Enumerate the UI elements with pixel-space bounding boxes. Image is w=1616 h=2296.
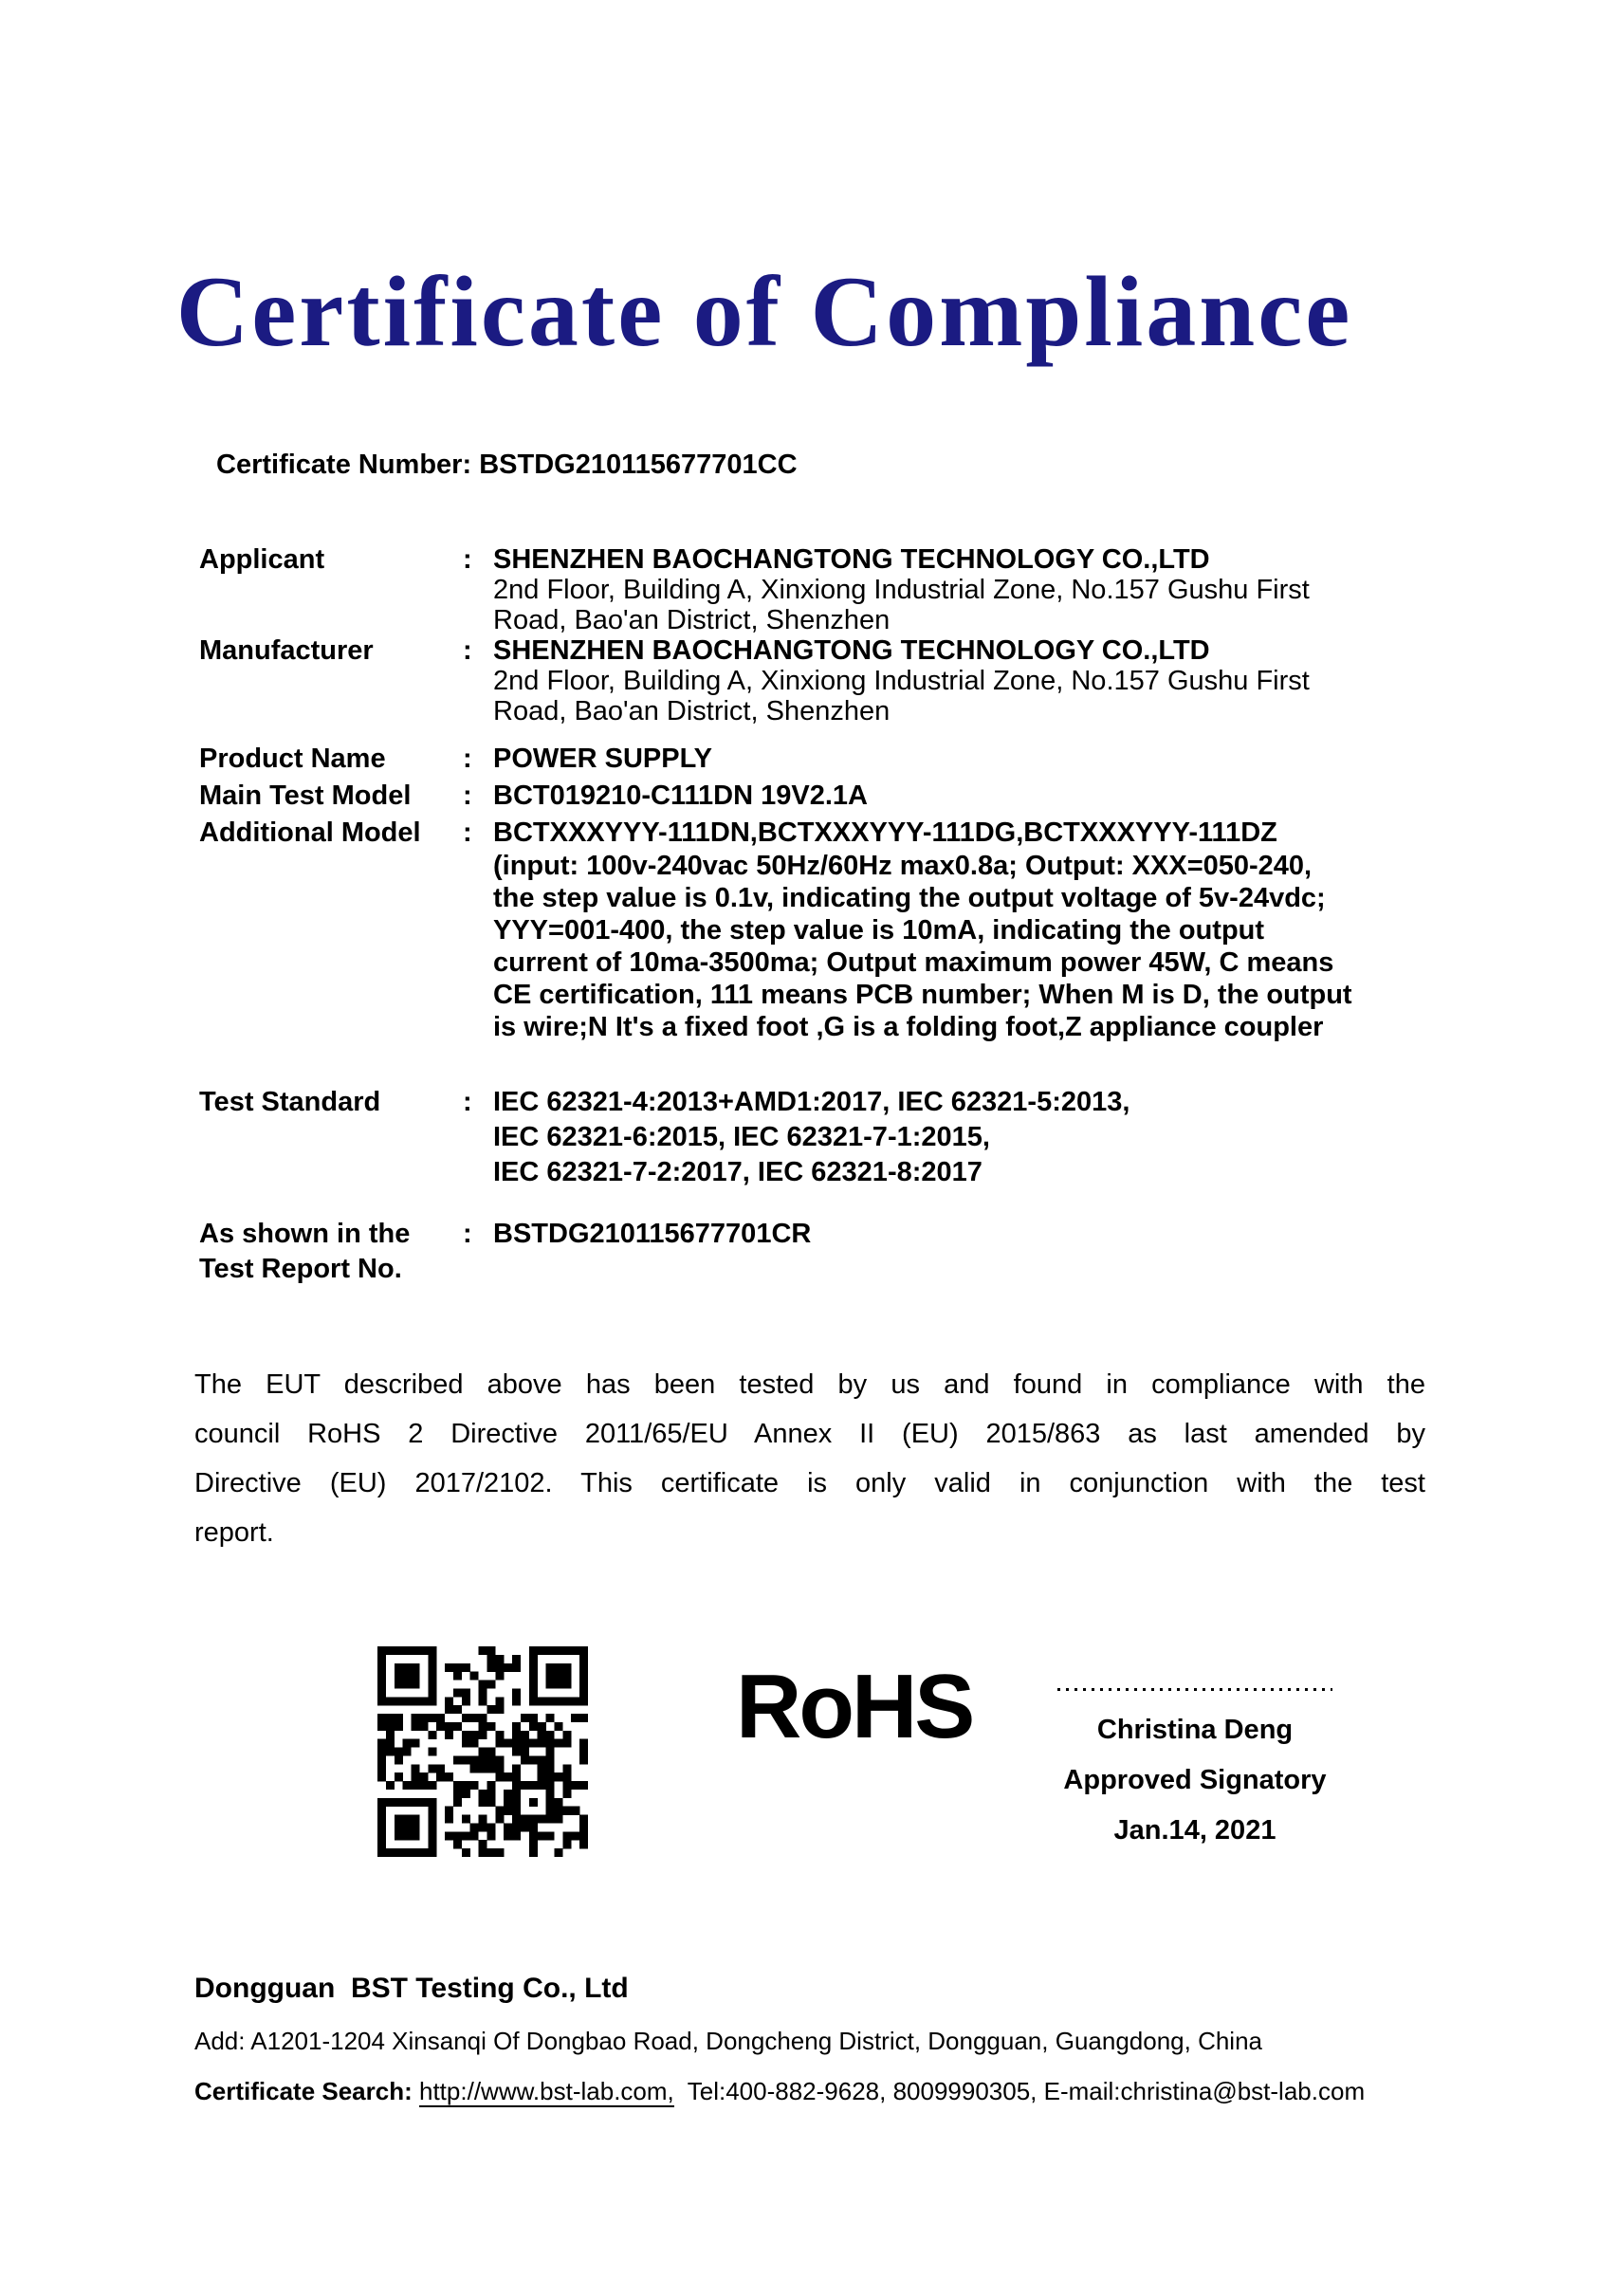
colon: : bbox=[463, 1219, 472, 1249]
field-row-product-name bbox=[199, 744, 1470, 774]
lab-contact-info: Tel:400-882-9628, 8009990305, E-mail:christina@bst-lab.com bbox=[673, 2077, 1366, 2105]
certificate-fields bbox=[199, 544, 1470, 1287]
manufacturer-label: Manufacturer bbox=[199, 635, 374, 666]
certificate-search-label: Certificate Search: bbox=[194, 2077, 413, 2105]
additional-model-desc-line: current of 10ma-3500ma; Output maximum power 45W, C means bbox=[493, 947, 1334, 978]
main-test-model-label: Main Test Model bbox=[199, 781, 412, 811]
applicant-address-line2: Road, Bao'an District, Shenzhen bbox=[493, 605, 891, 635]
test-standard-label: Test Standard bbox=[199, 1087, 381, 1117]
test-report-label-line2: Test Report No. bbox=[199, 1254, 402, 1284]
field-row-manufacturer bbox=[199, 635, 1470, 726]
colon: : bbox=[463, 635, 472, 666]
qr-code-image bbox=[377, 1646, 588, 1857]
statement-line: The EUT described above has been tested by us and found in compliance with the bbox=[194, 1369, 1425, 1400]
additional-model-desc-line: is wire;N It's a fixed foot ,G is a folding foot,Z appliance coupler bbox=[493, 1012, 1324, 1042]
page-title: Certificate of Compliance bbox=[175, 256, 1353, 367]
test-report-label-line1: As shown in the bbox=[199, 1219, 411, 1249]
statement-line: report. bbox=[194, 1517, 274, 1548]
compliance-statement bbox=[194, 1360, 1425, 1557]
certificate-search-url[interactable]: http://www.bst-lab.com, bbox=[419, 2077, 674, 2105]
colon: : bbox=[463, 781, 472, 811]
applicant-name: SHENZHEN BAOCHANGTONG TECHNOLOGY CO.,LTD bbox=[493, 544, 1210, 575]
signature-block bbox=[1019, 1688, 1370, 1846]
field-row-test-report bbox=[199, 1217, 1470, 1287]
colon: : bbox=[463, 1087, 472, 1117]
field-row-test-standard bbox=[199, 1085, 1470, 1190]
signatory-name: Christina Deng bbox=[1096, 1715, 1294, 1745]
product-name-label: Product Name bbox=[199, 744, 386, 774]
applicant-address-line1: 2nd Floor, Building A, Xinxiong Industrial Zone, No.157 Gushu First bbox=[493, 575, 1310, 605]
test-standard-line: IEC 62321-4:2013+AMD1:2017, IEC 62321-5:2013, bbox=[493, 1087, 1130, 1117]
statement-line: council RoHS 2 Directive 2011/65/EU Annex II (EU) 2015/863 as last amended by bbox=[194, 1419, 1425, 1449]
rohs-logo: RoHS bbox=[736, 1656, 973, 1757]
certificate-number-label: Certificate Number: bbox=[216, 450, 472, 480]
signature-dotted-line bbox=[1057, 1688, 1332, 1691]
additional-model-desc-line: (input: 100v-240vac 50Hz/60Hz max0.8a; Output: XXX=050-240, bbox=[493, 851, 1313, 881]
field-row-main-test-model bbox=[199, 781, 1470, 811]
signatory-role: Approved Signatory bbox=[1063, 1765, 1327, 1795]
manufacturer-name: SHENZHEN BAOCHANGTONG TECHNOLOGY CO.,LTD bbox=[493, 635, 1210, 666]
statement-line: Directive (EU) 2017/2102. This certificate is only valid in conjunction with the test bbox=[194, 1468, 1425, 1498]
qr-code bbox=[377, 1646, 588, 1857]
product-name-value: POWER SUPPLY bbox=[493, 744, 712, 774]
test-standard-line: IEC 62321-7-2:2017, IEC 62321-8:2017 bbox=[493, 1157, 982, 1187]
certificate-number bbox=[216, 450, 798, 480]
lab-address: Add: A1201-1204 Xinsanqi Of Dongbao Road, Dongcheng District, Dongguan, Guangdong, China bbox=[194, 2027, 1262, 2055]
field-row-additional-model bbox=[199, 817, 1470, 1043]
signature-date: Jan.14, 2021 bbox=[1113, 1815, 1276, 1846]
additional-model-label: Additional Model bbox=[199, 817, 421, 848]
lab-company-name: Dongguan BST Testing Co., Ltd bbox=[194, 1973, 629, 2004]
additional-model-desc-line: CE certification, 111 means PCB number; When M is D, the output bbox=[493, 980, 1352, 1010]
applicant-label: Applicant bbox=[199, 544, 325, 575]
manufacturer-address-line1: 2nd Floor, Building A, Xinxiong Industrial Zone, No.157 Gushu First bbox=[493, 666, 1310, 696]
certificate-number-value: BSTDG210115677701CC bbox=[479, 450, 798, 480]
additional-model-value: BCTXXXYYY-111DN,BCTXXXYYY-111DG,BCTXXXYYY-111DZ bbox=[493, 817, 1277, 848]
test-standard-line: IEC 62321-6:2015, IEC 62321-7-1:2015, bbox=[493, 1122, 990, 1152]
colon: : bbox=[463, 544, 472, 575]
colon: : bbox=[463, 817, 472, 848]
additional-model-desc-line: YYY=001-400, the step value is 10mA, indicating the output bbox=[493, 915, 1265, 946]
additional-model-desc-line: the step value is 0.1v, indicating the output voltage of 5v-24vdc; bbox=[493, 883, 1326, 913]
test-report-value: BSTDG210115677701CR bbox=[493, 1219, 812, 1249]
main-test-model-value: BCT019210-C111DN 19V2.1A bbox=[493, 781, 868, 811]
colon: : bbox=[463, 744, 472, 774]
field-row-applicant bbox=[199, 544, 1470, 635]
certificate-search-line bbox=[194, 2077, 1365, 2106]
manufacturer-address-line2: Road, Bao'an District, Shenzhen bbox=[493, 696, 891, 726]
